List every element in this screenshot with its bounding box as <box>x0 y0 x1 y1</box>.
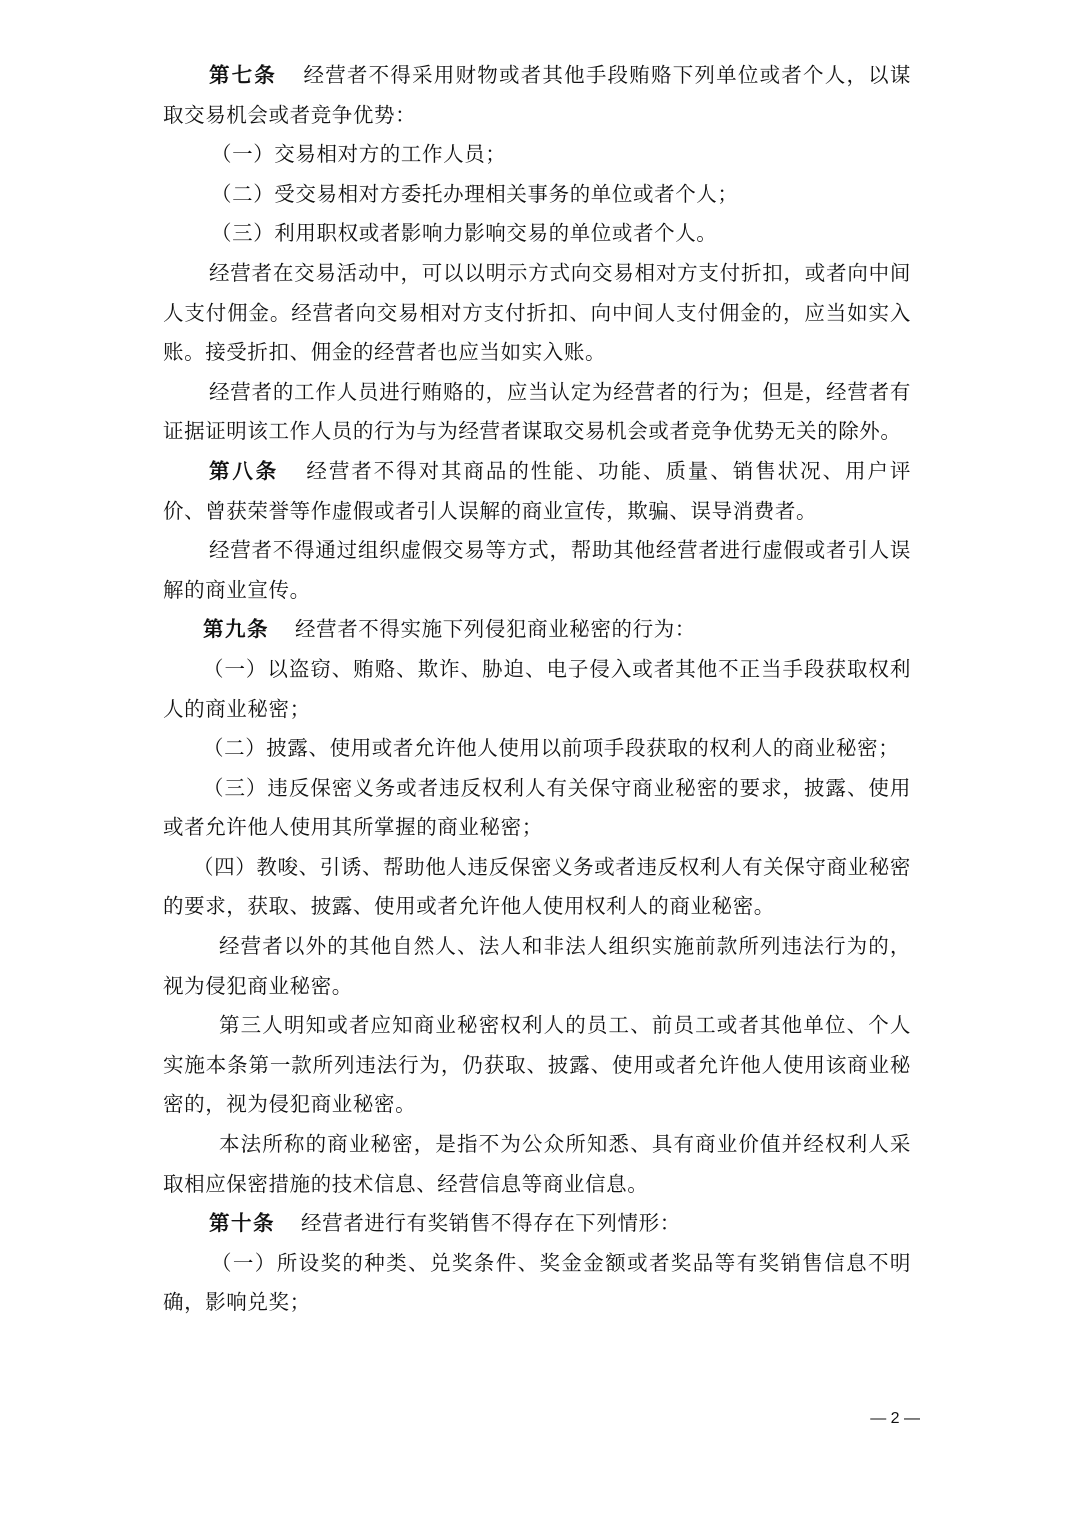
article-10-text: 经营者进行有奖销售不得存在下列情形： <box>301 1211 681 1236</box>
article-9-item-4: （四）教唆、引诱、帮助他人违反保密义务或者违反权利人有关保守商业秘密的要求，获取、披露、使用或者允许他人使用权利人的商业秘密。 <box>163 854 911 919</box>
article-8-paragraph-2: 经营者不得通过组织虚假交易等方式，帮助其他经营者进行虚假或者引人误解的商业宣传。 <box>163 538 911 602</box>
article-7-paragraph-3: 经营者的工作人员进行贿赂的，应当认定为经营者的行为；但是，经营者有证据证明该工作人员的行为与为经营者谋取交易机会或者竞争优势无关的除外。 <box>163 379 911 444</box>
article-8-heading: 第八条 <box>209 458 280 483</box>
article-9-heading: 第九条 <box>203 617 269 642</box>
article-7-paragraph-2: 经营者在交易活动中，可以以明示方式向交易相对方支付折扣，或者向中间人支付佣金。经营者向交易相对方支付折扣、向中间人支付佣金的，应当如实入账。接受折扣、佣金的经营者也应当如实入账。 <box>163 260 911 365</box>
article-7-item-3: （三）利用职权或者影响力影响交易的单位或者个人。 <box>211 221 718 246</box>
article-9-text: 经营者不得实施下列侵犯商业秘密的行为： <box>295 617 696 642</box>
article-9-paragraph <box>163 610 911 650</box>
article-9-paragraph-4: 本法所称的商业秘密，是指不为公众所知悉、具有商业价值并经权利人采取相应保密措施的技术信息、经营信息等商业信息。 <box>163 1132 911 1196</box>
article-7-heading: 第七条 <box>209 63 277 87</box>
article-9-item-1: （一）以盗窃、贿赂、欺诈、胁迫、电子侵入或者其他不正当手段获取权利人的商业秘密； <box>163 656 911 721</box>
article-7-text: 经营者不得采用财物或者其他手段贿赂下列单位或者个人，以谋取交易机会或者竞争优势： <box>163 63 911 127</box>
article-8-paragraph <box>163 452 911 531</box>
article-10-paragraph <box>163 1204 911 1244</box>
article-7-item-1: （一）交易相对方的工作人员； <box>211 142 507 167</box>
article-9-item-3: （三）违反保密义务或者违反权利人有关保守商业秘密的要求，披露、使用或者允许他人使用其所掌握的商业秘密； <box>163 775 911 840</box>
article-9-paragraph-3: 第三人明知或者应知商业秘密权利人的员工、前员工或者其他单位、个人实施本条第一款所列违法行为，仍获取、披露、使用或者允许他人使用该商业秘密的，视为侵犯商业秘密。 <box>163 1013 911 1117</box>
article-7-item-2: （二）受交易相对方委托办理相关事务的单位或者个人； <box>211 181 739 206</box>
article-10-item-1: （一）所设奖的种类、兑奖条件、奖金金额或者奖品等有奖销售信息不明确，影响兑奖； <box>163 1250 911 1315</box>
article-10-heading: 第十条 <box>209 1211 275 1236</box>
page-number: — 2 — <box>870 1410 920 1427</box>
article-7-paragraph <box>163 56 911 135</box>
article-9-item-2: （二）披露、使用或者允许他人使用以前项手段获取的权利人的商业秘密； <box>203 736 900 761</box>
document-body <box>163 56 911 1323</box>
article-9-paragraph-2: 经营者以外的其他自然人、法人和非法人组织实施前款所列违法行为的，视为侵犯商业秘密。 <box>163 934 911 998</box>
article-8-text: 经营者不得对其商品的性能、功能、质量、销售状况、用户评价、曾获荣誉等作虚假或者引人误解的商业宣传，欺骗、误导消费者。 <box>163 458 911 523</box>
